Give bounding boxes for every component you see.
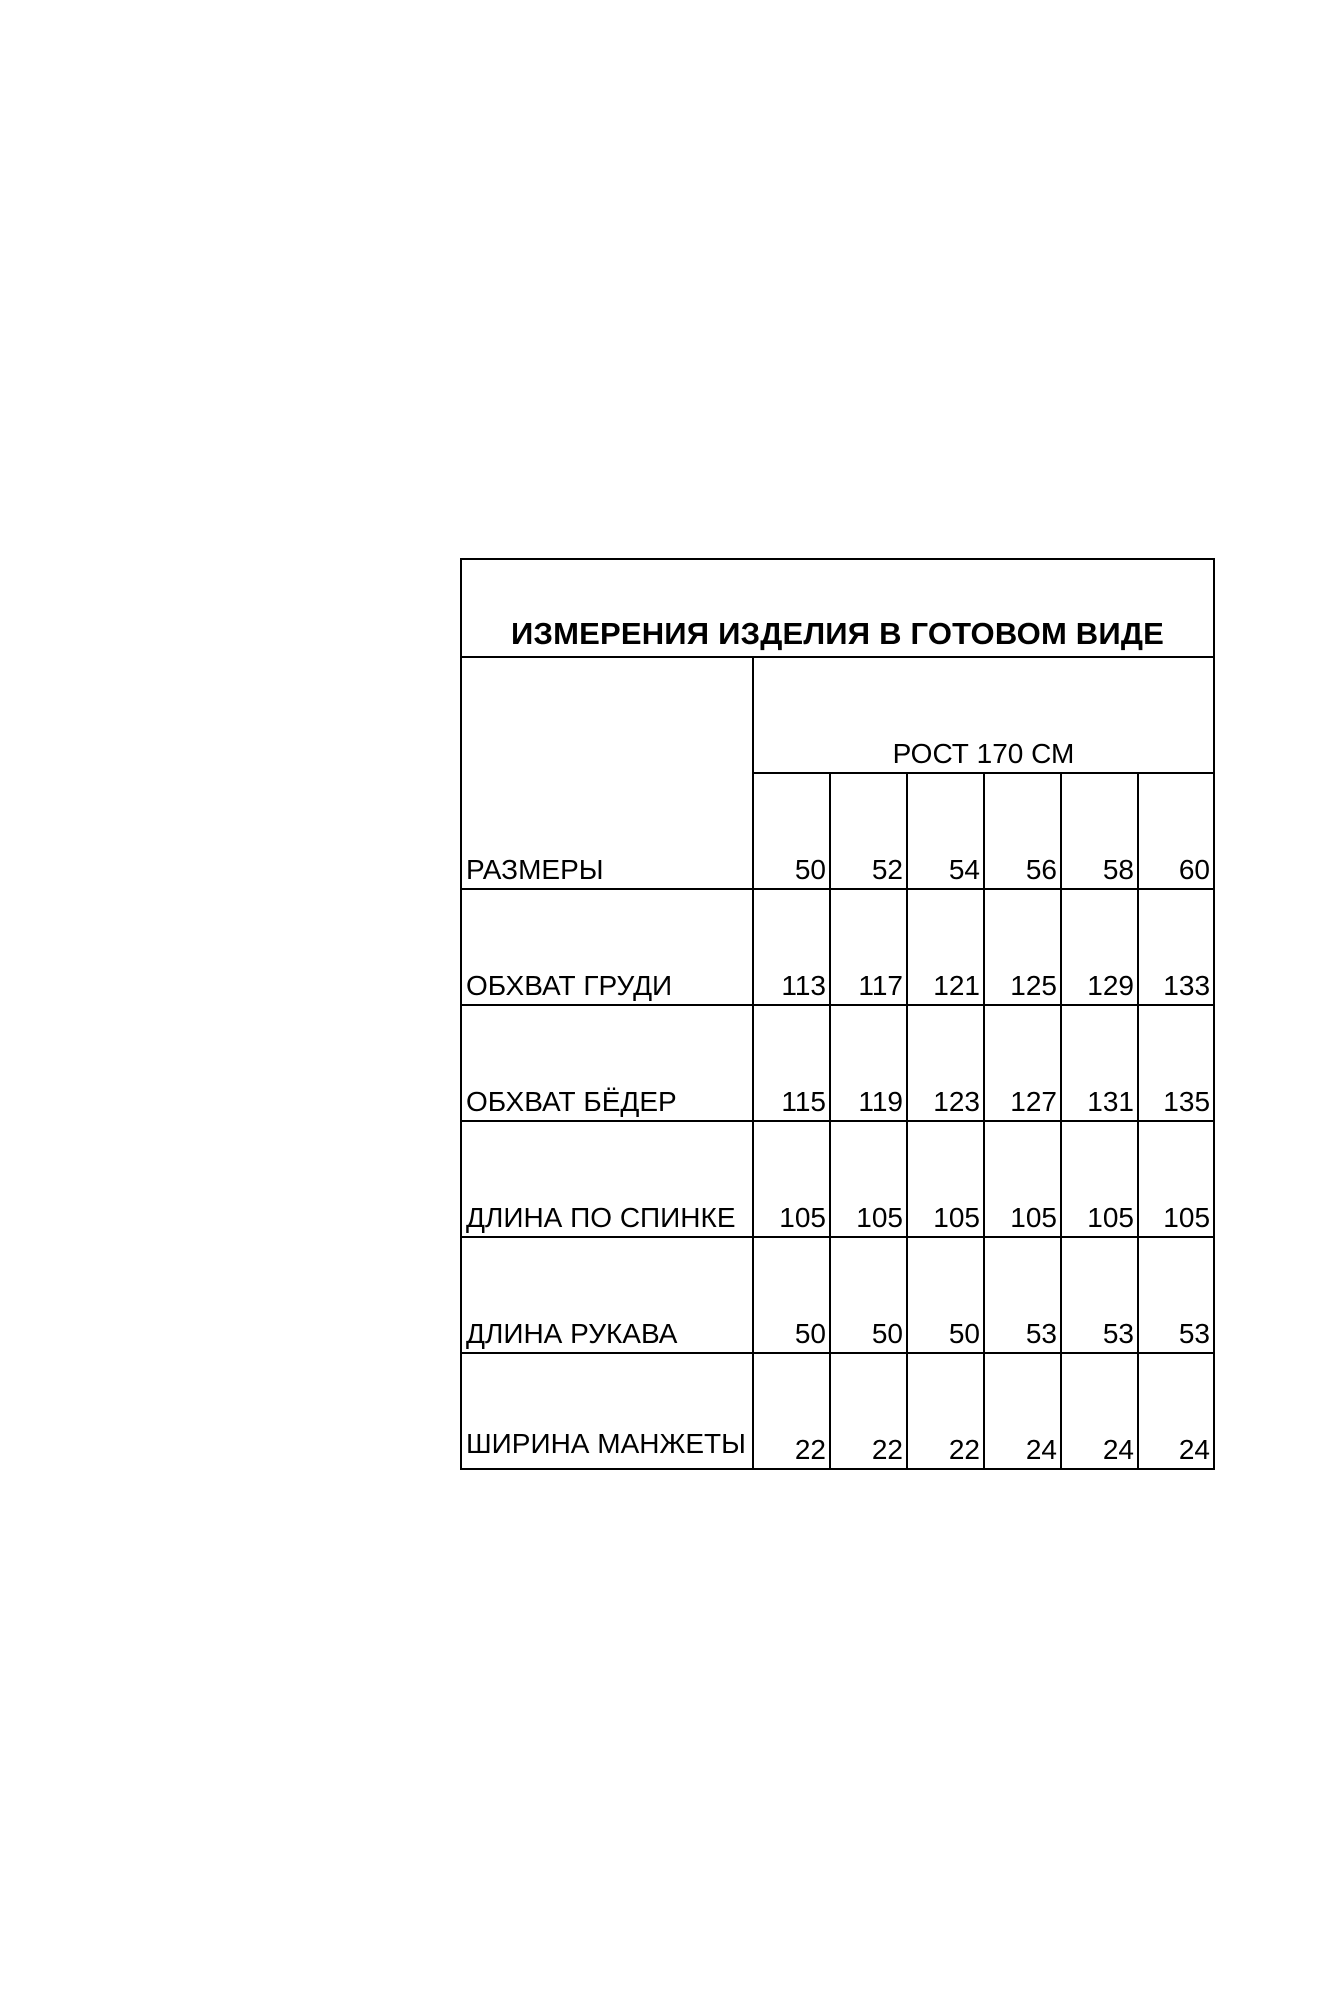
table-cell: 105 [907, 1121, 984, 1237]
table-cell: 127 [984, 1005, 1061, 1121]
table-row-chest [461, 889, 1214, 1005]
table-cell: 131 [1061, 1005, 1138, 1121]
table-cell: 135 [1138, 1005, 1214, 1121]
table-cell: 105 [830, 1121, 907, 1237]
height-group-header: РОСТ 170 СМ [753, 657, 1214, 773]
table-cell: 119 [830, 1005, 907, 1121]
table-cell: 22 [907, 1353, 984, 1469]
table-row-back-length [461, 1121, 1214, 1237]
table-row-sleeve-length [461, 1237, 1214, 1353]
table-cell: 129 [1061, 889, 1138, 1005]
table-cell: 105 [1061, 1121, 1138, 1237]
table-cell: 117 [830, 889, 907, 1005]
table-cell: 105 [1138, 1121, 1214, 1237]
table-cell: 53 [984, 1237, 1061, 1353]
table-cell: 53 [1061, 1237, 1138, 1353]
row-label: ДЛИНА РУКАВА [461, 1237, 753, 1353]
table-cell: 115 [753, 1005, 830, 1121]
table-cell: 113 [753, 889, 830, 1005]
row-label: ДЛИНА ПО СПИНКЕ [461, 1121, 753, 1237]
group-header-row [461, 657, 1214, 773]
table-cell: 125 [984, 889, 1061, 1005]
table-cell: 24 [1138, 1353, 1214, 1469]
table-row-hips [461, 1005, 1214, 1121]
table-cell: 105 [984, 1121, 1061, 1237]
table-cell: 121 [907, 889, 984, 1005]
table-cell: 22 [753, 1353, 830, 1469]
row-label: ОБХВАТ БЁДЕР [461, 1005, 753, 1121]
table-cell: 53 [1138, 1237, 1214, 1353]
table-cell: 22 [830, 1353, 907, 1469]
size-chart-table [460, 558, 1215, 1470]
table-cell: 24 [984, 1353, 1061, 1469]
size-value: 54 [907, 773, 984, 889]
size-value: 52 [830, 773, 907, 889]
size-row-label: РАЗМЕРЫ [461, 657, 753, 889]
table-title: ИЗМЕРЕНИЯ ИЗДЕЛИЯ В ГОТОВОМ ВИДЕ [461, 559, 1214, 657]
size-value: 56 [984, 773, 1061, 889]
row-label: ОБХВАТ ГРУДИ [461, 889, 753, 1005]
size-value: 50 [753, 773, 830, 889]
title-row [461, 559, 1214, 657]
size-value: 60 [1138, 773, 1214, 889]
table-cell: 50 [753, 1237, 830, 1353]
table-cell: 24 [1061, 1353, 1138, 1469]
size-value: 58 [1061, 773, 1138, 889]
table-cell: 50 [907, 1237, 984, 1353]
table-cell: 50 [830, 1237, 907, 1353]
row-label: ШИРИНА МАНЖЕТЫ [461, 1353, 753, 1469]
table-cell: 133 [1138, 889, 1214, 1005]
table-cell: 123 [907, 1005, 984, 1121]
table-row-cuff-width [461, 1353, 1214, 1469]
table-cell: 105 [753, 1121, 830, 1237]
